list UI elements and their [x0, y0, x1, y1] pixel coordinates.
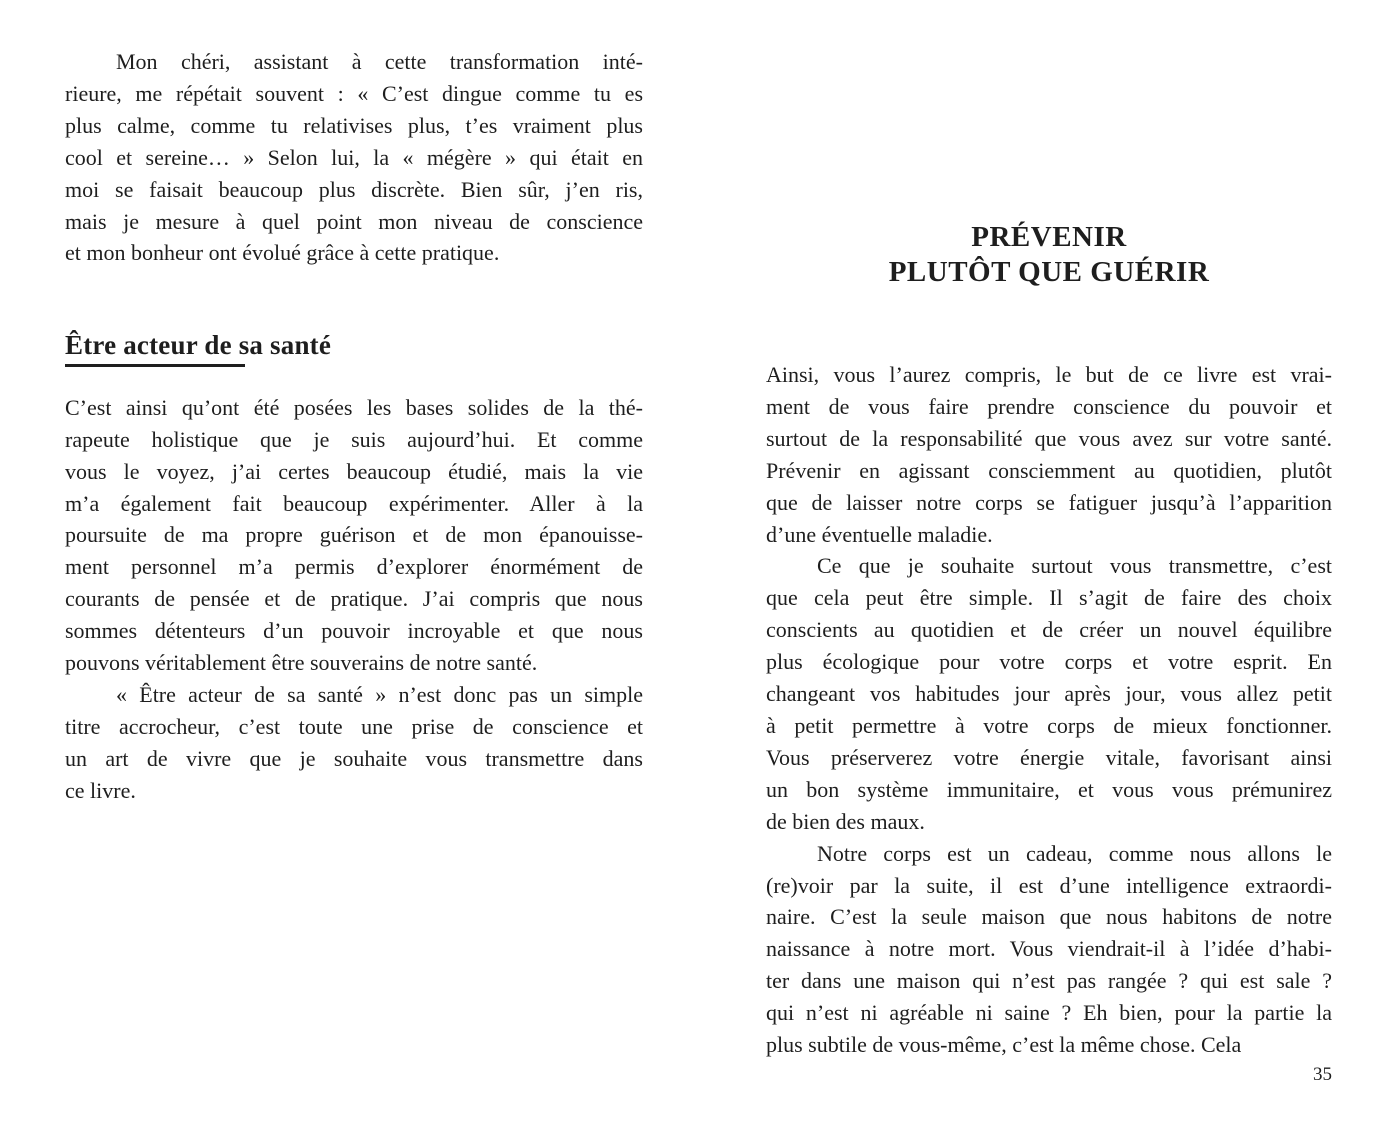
text-line: Prévenir en agissant consciemment au quotidien, plutôt [766, 457, 1332, 483]
text-line: Notre corps est un cadeau, comme nous allons le [817, 840, 1332, 866]
chapter-title [766, 220, 1332, 290]
text-line: plus subtile de vous-même, c’est la même chose. Cela [766, 1032, 1242, 1058]
text-line: et mon bonheur ont évolué grâce à cette pratique. [65, 240, 500, 266]
text-line: un bon système immunitaire, et vous vous prémunirez [766, 776, 1332, 802]
page-number: 35 [1313, 1063, 1332, 1085]
text-line: courants de pensée et de pratique. J’ai compris que nous [65, 586, 643, 612]
text-line: de bien des maux. [766, 808, 925, 834]
paragraph-meaning [65, 679, 643, 807]
chapter-title-line-2: PLUTÔT QUE GUÉRIR [888, 256, 1210, 288]
paragraph-intro [65, 46, 643, 269]
text-line: rieure, me répétait souvent : « C’est dingue comme tu es [65, 80, 643, 106]
chapter-title-line-1: PRÉVENIR [971, 221, 1127, 253]
text-line: Ce que je souhaite surtout vous transmettre, c’est [817, 553, 1332, 579]
text-line: ter dans une maison qui n’est pas rangée ? qui est sale ? [766, 968, 1332, 994]
paragraph-gift [766, 838, 1332, 1061]
text-line: mais je mesure à quel point mon niveau de conscience [65, 208, 643, 234]
text-line: vous le voyez, j’ai certes beaucoup étudié, mais la vie [65, 458, 643, 484]
text-line: qui n’est ni agréable ni saine ? Eh bien, pour la partie la [766, 1000, 1332, 1026]
text-line: un art de vivre que je souhaite vous transmettre dans [65, 745, 643, 771]
text-line: m’a également fait beaucoup expérimenter. Aller à la [65, 490, 643, 516]
text-line: changeant vos habitudes jour après jour, vous allez petit [766, 681, 1332, 707]
text-line: à petit permettre à votre corps de mieux fonctionner. [766, 712, 1332, 738]
right-page [766, 46, 1332, 1087]
text-line: moi se faisait beaucoup plus discrète. Bien sûr, j’en ris, [65, 176, 643, 202]
paragraph-simple [766, 550, 1332, 837]
text-line: pouvons véritablement être souverains de notre santé. [65, 650, 538, 676]
text-line: Mon chéri, assistant à cette transformation inté- [116, 49, 643, 74]
paragraph-goal [766, 359, 1332, 550]
text-line: cool et sereine… » Selon lui, la « mégère » qui était en [65, 144, 643, 170]
text-line: sommes détenteurs d’un pouvoir incroyable et que nous [65, 618, 643, 644]
text-line: poursuite de ma propre guérison et de mon épanouisse- [65, 522, 643, 548]
text-line: naissance à notre mort. Vous viendrait-il à l’idée d’habi- [766, 936, 1332, 962]
heading-underline [65, 364, 245, 367]
text-line: rapeute holistique que je suis aujourd’hui. Et comme [65, 426, 643, 452]
text-line: surtout de la responsabilité que vous avez sur votre santé. [766, 425, 1332, 451]
text-line: Vous préserverez votre énergie vitale, favorisant ainsi [766, 744, 1332, 770]
text-line: (re)voir par la suite, il est d’une intelligence extraordi- [766, 872, 1332, 898]
text-line: que de laisser notre corps se fatiguer jusqu’à l’apparition [766, 489, 1332, 515]
text-line: naire. C’est la seule maison que nous habitons de notre [766, 904, 1332, 930]
paragraph-basis [65, 392, 643, 679]
text-line: « Être acteur de sa santé » n’est donc pas un simple [116, 682, 643, 707]
text-line: C’est ainsi qu’ont été posées les bases solides de la thé- [65, 394, 643, 420]
text-line: ment personnel m’a permis d’explorer énormément de [65, 554, 643, 580]
text-line: plus écologique pour votre corps et votre esprit. En [766, 649, 1332, 675]
left-page [65, 46, 643, 807]
text-line: plus calme, comme tu relativises plus, t’es vraiment plus [65, 112, 643, 138]
text-line: que cela peut être simple. Il s’agit de faire des choix [766, 585, 1332, 611]
text-line: ment de vous faire prendre conscience du pouvoir et [766, 393, 1332, 419]
text-line: d’une éventuelle maladie. [766, 521, 993, 547]
text-line: conscients au quotidien et de créer un nouvel équilibre [766, 617, 1332, 643]
text-line: ce livre. [65, 777, 136, 803]
text-line: Ainsi, vous l’aurez compris, le but de ce livre est vrai- [766, 362, 1332, 387]
section-heading: Être acteur de sa santé [65, 330, 332, 361]
text-line: titre accrocheur, c’est toute une prise de conscience et [65, 713, 643, 739]
